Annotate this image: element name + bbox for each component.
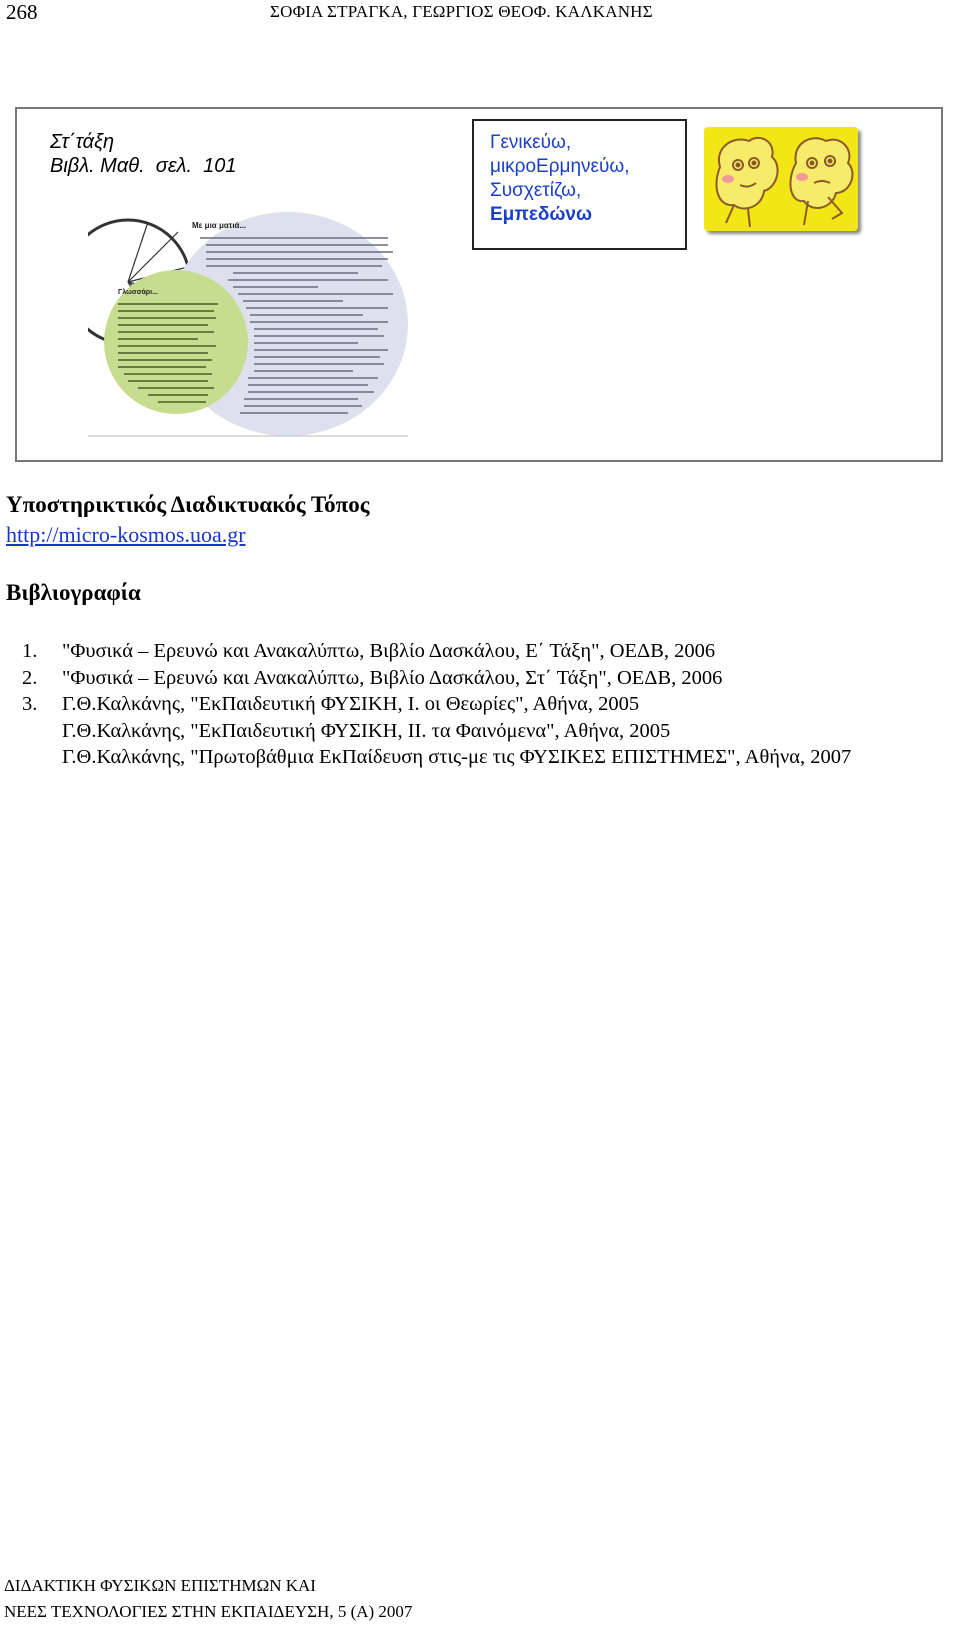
skill-interpret: μικροΕρμηνεύω, — [490, 156, 630, 177]
textbook-title: Με μια ματιά... — [192, 221, 247, 230]
list-item: 2. "Φυσικά – Ερευνώ και Ανακαλύπτω, Βιβλίο Δασκάλου, Στ΄ Τάξη", ΟΕΔΒ, 2006 — [22, 666, 723, 689]
skill-consolidate: Εμπεδώνω — [490, 204, 593, 225]
support-site-heading: Υποστηρικτικός Διαδικτυακός Τόπος — [6, 492, 370, 517]
book-page-line: Βιβλ. Μαθ. σελ. 101 — [50, 155, 237, 177]
glossary-title: Γλωσσάρι... — [118, 289, 158, 296]
class-reference — [50, 130, 236, 178]
thinking-characters-image — [704, 127, 858, 231]
skills-box — [472, 119, 687, 250]
skill-generalize: Γενικεύω, — [490, 132, 572, 153]
list-item: 3. Γ.Θ.Καλκάνης, "ΕκΠαιδευτική ΦΥΣΙΚΗ, Ι. οι Θεωρίες", Αθήνα, 2005 — [22, 693, 640, 715]
page-number: 268 — [6, 0, 38, 24]
bibliography-list — [22, 638, 851, 771]
list-item-continuation: Γ.Θ.Καλκάνης, "ΕκΠαιδευτική ΦΥΣΙΚΗ, ΙΙ. τα Φαινόμενα", Αθήνα, 2005 — [62, 719, 671, 742]
footer-line-1: ΔΙΔΑΚΤΙΚΗ ΦΥΣΙΚΩΝ ΕΠΙΣΤΗΜΩΝ ΚΑΙ — [4, 1576, 316, 1595]
class-line: Στ΄τάξη — [50, 131, 115, 153]
list-item-continuation: Γ.Θ.Καλκάνης, "Πρωτοβάθμια ΕκΠαίδευση στις-με τις ΦΥΣΙΚΕΣ ΕΠΙΣΤΗΜΕΣ", Αθήνα, 2007 — [62, 746, 852, 768]
footer-line-2: ΝΕΕΣ ΤΕΧΝΟΛΟΓΙΕΣ ΣΤΗΝ ΕΚΠΑΙΔΕΥΣΗ, 5 (Α) 2007 — [4, 1602, 413, 1621]
skill-correlate: Συσχετίζω, — [490, 180, 582, 201]
running-header-authors: ΣΟΦΙΑ ΣΤΡΑΓΚΑ, ΓΕΩΡΓΙΟΣ ΘΕΟΦ. ΚΑΛΚΑΝΗΣ — [270, 2, 653, 21]
textbook-excerpt-image — [88, 212, 428, 452]
support-site-link[interactable]: http://micro-kosmos.uoa.gr — [6, 522, 246, 547]
bibliography-heading: Βιβλιογραφία — [6, 580, 141, 605]
page-footer — [4, 1573, 412, 1625]
list-item: 1. "Φυσικά – Ερευνώ και Ανακαλύπτω, Βιβλίο Δασκάλου, Ε΄ Τάξη", ΟΕΔΒ, 2006 — [22, 640, 716, 662]
